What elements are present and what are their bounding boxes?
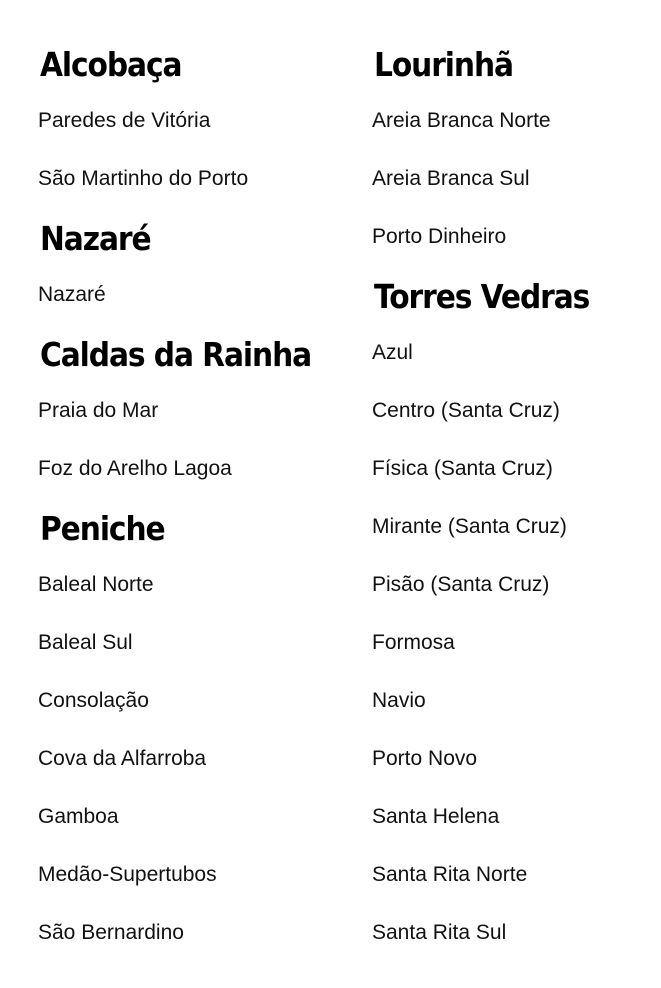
beach-row — [38, 551, 338, 609]
beach-name: Areia Branca Norte — [372, 109, 551, 132]
beach-row — [372, 87, 661, 145]
beach-row — [38, 609, 338, 667]
beach-name: Porto Dinheiro — [372, 225, 507, 248]
beach-row — [38, 377, 338, 435]
beach-row — [38, 435, 338, 493]
municipality-heading: Alcobaça — [40, 45, 182, 84]
beach-name: Praia do Mar — [38, 399, 159, 422]
beach-name: Azul — [372, 341, 413, 364]
beach-name: Navio — [372, 689, 426, 712]
left-column — [38, 0, 338, 957]
municipality-row — [38, 203, 338, 261]
beach-row — [372, 435, 661, 493]
beach-row — [372, 551, 661, 609]
beach-name: Medão-Supertubos — [38, 863, 217, 886]
municipality-row — [38, 0, 338, 87]
municipality-row — [372, 261, 661, 319]
beach-row — [38, 841, 338, 899]
beach-name: Nazaré — [38, 283, 106, 306]
beach-name: Baleal Sul — [38, 631, 133, 654]
beach-name: Paredes de Vitória — [38, 109, 211, 132]
beach-name: Santa Helena — [372, 805, 500, 828]
beach-row — [372, 841, 661, 899]
municipality-row — [38, 319, 338, 377]
beach-row — [372, 899, 661, 957]
beach-name: Consolação — [38, 689, 149, 712]
beach-row — [38, 145, 338, 203]
right-column — [372, 0, 661, 957]
beach-name: Porto Novo — [372, 747, 478, 770]
beach-name: Centro (Santa Cruz) — [372, 399, 560, 422]
beach-name: Santa Rita Sul — [372, 921, 507, 944]
beach-row — [372, 319, 661, 377]
municipality-heading: Nazaré — [40, 219, 151, 258]
municipality-heading: Lourinhã — [374, 45, 513, 84]
municipality-heading: Peniche — [40, 509, 165, 548]
beach-row — [372, 203, 661, 261]
beach-name: Mirante (Santa Cruz) — [372, 515, 567, 538]
beach-name: Baleal Norte — [38, 573, 154, 596]
beach-name: Foz do Arelho Lagoa — [38, 457, 232, 480]
beach-row — [38, 725, 338, 783]
beach-name: Areia Branca Sul — [372, 167, 530, 190]
beach-row — [372, 377, 661, 435]
beach-name: São Bernardino — [38, 921, 184, 944]
municipality-heading: Torres Vedras — [374, 277, 590, 316]
beach-name: São Martinho do Porto — [38, 167, 249, 190]
beach-row — [372, 667, 661, 725]
municipality-row — [372, 0, 661, 87]
beach-name: Formosa — [372, 631, 455, 654]
beach-row — [372, 609, 661, 667]
municipality-row — [38, 493, 338, 551]
beach-row — [372, 493, 661, 551]
municipality-heading: Caldas da Rainha — [40, 335, 312, 374]
beach-row — [372, 725, 661, 783]
beach-row — [38, 899, 338, 957]
beach-row — [372, 145, 661, 203]
beach-name: Santa Rita Norte — [372, 863, 528, 886]
beach-name: Gamboa — [38, 805, 119, 828]
beach-row — [38, 261, 338, 319]
beach-name: Pisão (Santa Cruz) — [372, 573, 550, 596]
beach-row — [372, 783, 661, 841]
beach-row — [38, 783, 338, 841]
beach-row — [38, 667, 338, 725]
beach-name: Cova da Alfarroba — [38, 747, 207, 770]
beach-name: Física (Santa Cruz) — [372, 457, 553, 480]
beach-row — [38, 87, 338, 145]
